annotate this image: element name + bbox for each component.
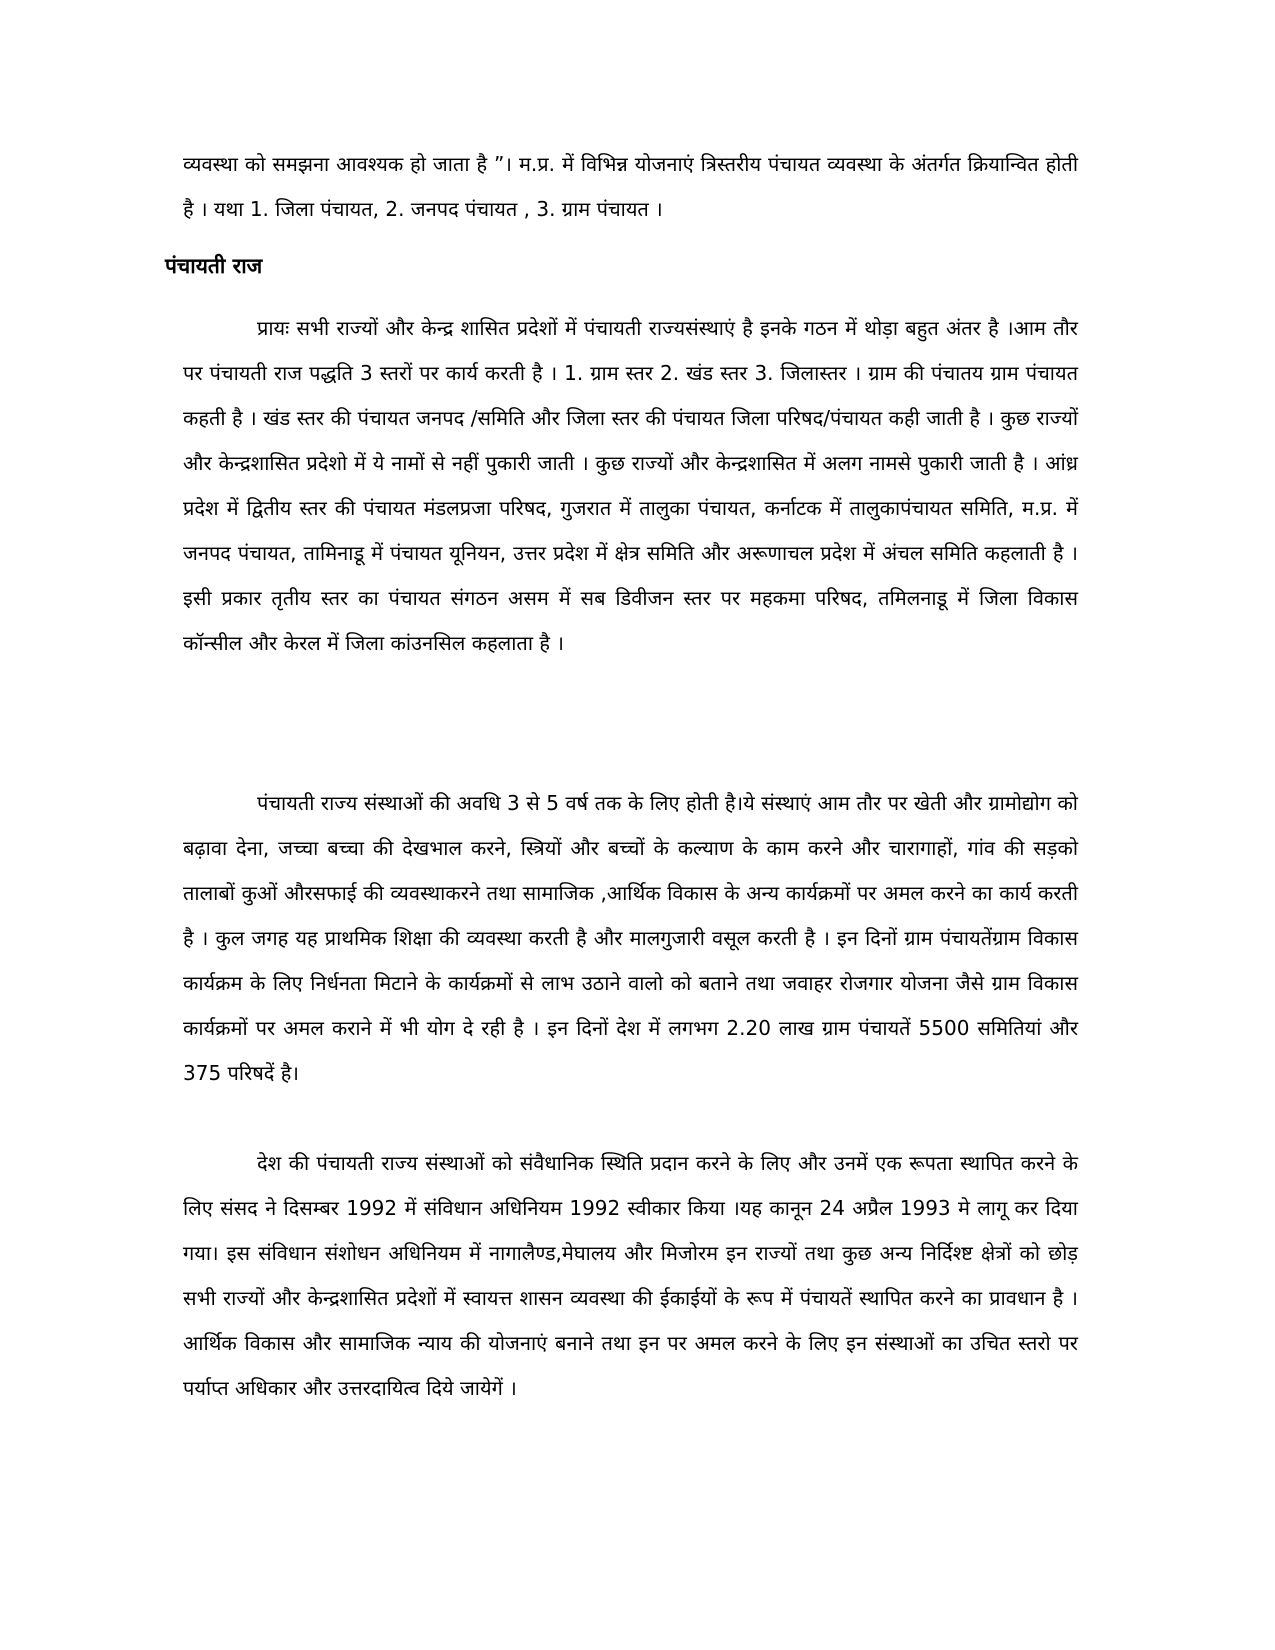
body-paragraph-2: पंचायती राज्य संस्थाओं की अवधि 3 से 5 वर्ष तक के लिए होती है।ये संस्थाएं आम तौर पर खेती और ग्रामोद्योग को बढ़ावा देना, जच्चा बच्चा की देखभाल करने, स्त्रियों और बच्चों के कल्याण के काम करने और चारागाहों, गांव की सड़को तालाबों कुओं औरसफाई की व्यवस्थाकरने तथा सामाजिक ,आर्थिक विकास के अन्य कार्यक्रमों पर अमल करने का कार्य करती है । कुल जगह यह प्राथमिक शिक्षा की व्यवस्था करती है और मालगुजारी वसूल करती है । इन दिनों ग्राम पंचायतेंग्राम विकास कार्यक्रम के लिए निर्धनता मिटाने के कार्यक्रमों से लाभ उठाने वालो को बताने तथा जवाहर रोजगार योजना जैसे ग्राम विकास कार्यक्रमों पर अमल कराने में भी योग दे रही है । इन दिनों देश में लगभग 2.20 लाख ग्राम पंचायतें 5500 समितियां और 375 परिषदें है। xyxy=(183,791,1078,1085)
intro-paragraph: व्यवस्था को समझना आवश्यक हो जाता है ”। म.प्र. में विभिन्न योजनाएं त्रिस्तरीय पंचायत व्यवस्था के अंतर्गत क्रियान्वित होती है । यथा 1. जिला पंचायत, 2. जनपद पंचायत , 3. ग्राम पंचायत । xyxy=(183,152,1078,221)
section-heading: पंचायती राज xyxy=(165,254,263,278)
body-paragraph-3: देश की पंचायती राज्य संस्थाओं को संवैधानिक स्थिति प्रदान करने के लिए और उनमें एक रूपता स्थापित करने के लिए संसद ने दिसम्बर 1992 में संविधान अधिनियम 1992 स्वीकार किया ।यह कानून 24 अप्रैल 1993 मे लागू कर दिया गया। इस संविधान संशोधन अधिनियम में नागालैण्ड,मेघालय और मिजोरम इन राज्यों तथा कुछ अन्य निर्दिश्ष्ट क्षेत्रों को छोड़ सभी राज्यों और केन्द्रशासित प्रदेशों में स्वायत्त शासन व्यवस्था की ईकाईयों के रूप में पंचायतें स्थापित करने का प्रावधान है । आर्थिक विकास और सामाजिक न्याय की योजनाएं बनाने तथा इन पर अमल करने के लिए इन संस्थाओं का उचित स्तरो पर पर्याप्त अधिकार और उत्तरदायित्व दिये जायेगें । xyxy=(183,1151,1078,1400)
body-paragraph-1: प्रायः सभी राज्यों और केन्द्र शासित प्रदेशों में पंचायती राज्यसंस्थाएं है इनके गठन में थोड़ा बहुत अंतर है ।आम तौर पर पंचायती राज पद्धति 3 स्तरों पर कार्य करती है । 1. ग्राम स्तर 2. खंड स्तर 3. जिलास्तर । ग्राम की पंचातय ग्राम पंचायत कहती है । खंड स्तर की पंचायत जनपद /समिति और जिला स्तर की पंचायत जिला परिषद/पंचायत कही जाती है । कुछ राज्यों और केन्द्रशासित प्रदेशो में ये नामों से नहीं पुकारी जाती । कुछ राज्यों और केन्द्रशासित में अलग नामसे पुकारी जाती है । आंध्र प्रदेश में द्वितीय स्तर की पंचायत मंडलप्रजा परिषद, गुजरात में तालुका पंचायत, कर्नाटक में तालुकापंचायत समिति, म.प्र. में जनपद पंचायत, तामिनाडू में पंचायत यूनियन, उत्तर प्रदेश में क्षेत्र समिति और अरूणाचल प्रदेश में अंचल समिति कहलाती है ।इसी प्रकार तृतीय स्तर का पंचायत संगठन असम में सब डिवीजन स्तर पर महकमा परिषद, तमिलनाडू में जिला विकास कॉन्सील और केरल में जिला कांउनसिल कहलाता है । xyxy=(183,316,1078,655)
